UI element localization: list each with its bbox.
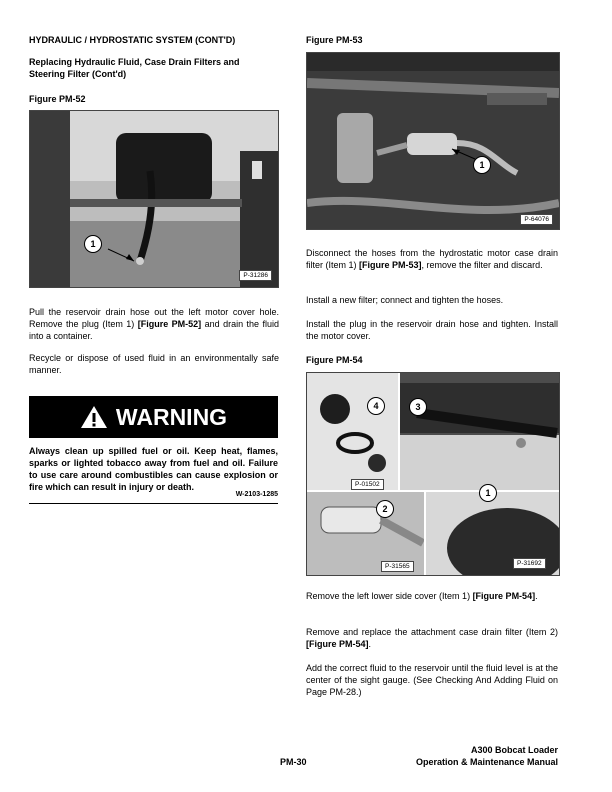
- right-paragraph-5: [306, 626, 558, 650]
- subsection-title: [29, 56, 289, 80]
- right-para4-text-a: Remove the left lower side cover (Item 1): [306, 591, 473, 601]
- figure-pm54-photo-code-1: P-01502: [351, 479, 384, 490]
- figure-pm53-callout-1: 1: [473, 156, 491, 174]
- figure-label-pm54: Figure PM-54: [306, 355, 363, 365]
- left-paragraph-2: Recycle or dispose of used fluid in an environmentally safe manner.: [29, 353, 279, 375]
- right-para1-text-b: , remove the filter and discard.: [421, 260, 543, 270]
- right-para1-text-a: Disconnect the hoses from the hydrostatic motor case drain filter (Item 1): [306, 248, 558, 270]
- figure-pm54-callout-2: 2: [376, 500, 394, 518]
- figure-label-pm52: Figure PM-52: [29, 94, 86, 104]
- footer-model: A300 Bobcat Loader: [470, 745, 558, 755]
- footer-manual: Operation & Maintenance Manual: [415, 757, 558, 767]
- figure-ref-pm54-a: [Figure PM-54]: [472, 591, 536, 601]
- left-para1-text-a: Pull the reservoir drain hose out the left motor cover hole. Remove the plug (Item 1): [29, 307, 279, 329]
- section-title: HYDRAULIC / HYDROSTATIC SYSTEM (CONT'D): [29, 35, 236, 45]
- right-paragraph-4: [306, 590, 558, 602]
- left-paragraph-1: [29, 306, 279, 342]
- warning-banner: [29, 396, 278, 438]
- figure-pm54-photo-code-2: P-31565: [381, 561, 414, 572]
- right-para4-text-b: .: [535, 591, 538, 601]
- warning-rule: [29, 503, 278, 504]
- figure-pm53-photo-code: P-64076: [520, 214, 553, 225]
- figure-pm54-photo: [306, 372, 560, 576]
- right-para5-text-b: .: [368, 639, 372, 649]
- left-para1-text-b: and drain the fluid into a container.: [29, 319, 279, 341]
- figure-pm53-photo: [306, 52, 560, 230]
- subsection-title-line1: Replacing Hydraulic Fluid, Case Drain Filters and: [29, 57, 240, 67]
- warning-text: Always clean up spilled fuel or oil. Keep heat, flames, sparks or lighted tobacco away from fuel and oil. Failure to use care around combustibles can cause explosion or fire which can result in injury or death.: [29, 446, 278, 492]
- figure-pm54-photo-code-3: P-31692: [513, 558, 546, 569]
- figure-pm53-illustration: [307, 53, 559, 229]
- right-para5-text-a: Remove and replace the attachment case drain filter (Item 2): [306, 627, 558, 637]
- figure-pm52-illustration: [30, 111, 278, 287]
- right-paragraph-2: Install a new filter; connect and tighten the hoses.: [306, 295, 504, 305]
- page-number: PM-30: [280, 757, 307, 767]
- right-paragraph-1: [306, 247, 558, 271]
- warning-triangle-icon: [80, 405, 108, 429]
- right-paragraph-6: Add the correct fluid to the reservoir until the fluid level is at the center of the sight gauge. (See Checking And Adding Fluid on Page PM-28.): [306, 663, 558, 697]
- warning-code: W-2103-1285: [235, 491, 278, 498]
- figure-pm52-photo: [29, 110, 279, 288]
- figure-ref-pm54-b: [Figure PM-54]: [306, 639, 369, 649]
- figure-pm54-callout-4: 4: [367, 397, 385, 415]
- right-paragraph-3: Install the plug in the reservoir drain hose and tighten. Install the motor cover.: [306, 319, 558, 341]
- figure-pm54-illustration: [307, 373, 559, 575]
- figure-ref-pm52: [Figure PM-52]: [137, 319, 202, 329]
- figure-ref-pm53: [Figure PM-53]: [359, 260, 422, 270]
- figure-pm52-callout-1: 1: [84, 235, 102, 253]
- figure-pm54-callout-1: 1: [479, 484, 497, 502]
- subsection-title-line2: Steering Filter (Cont'd): [29, 69, 127, 79]
- figure-pm54-callout-3: 3: [409, 398, 427, 416]
- warning-title: WARNING: [115, 403, 228, 430]
- figure-pm52-photo-code: P-31286: [239, 270, 272, 281]
- figure-label-pm53: Figure PM-53: [306, 35, 363, 45]
